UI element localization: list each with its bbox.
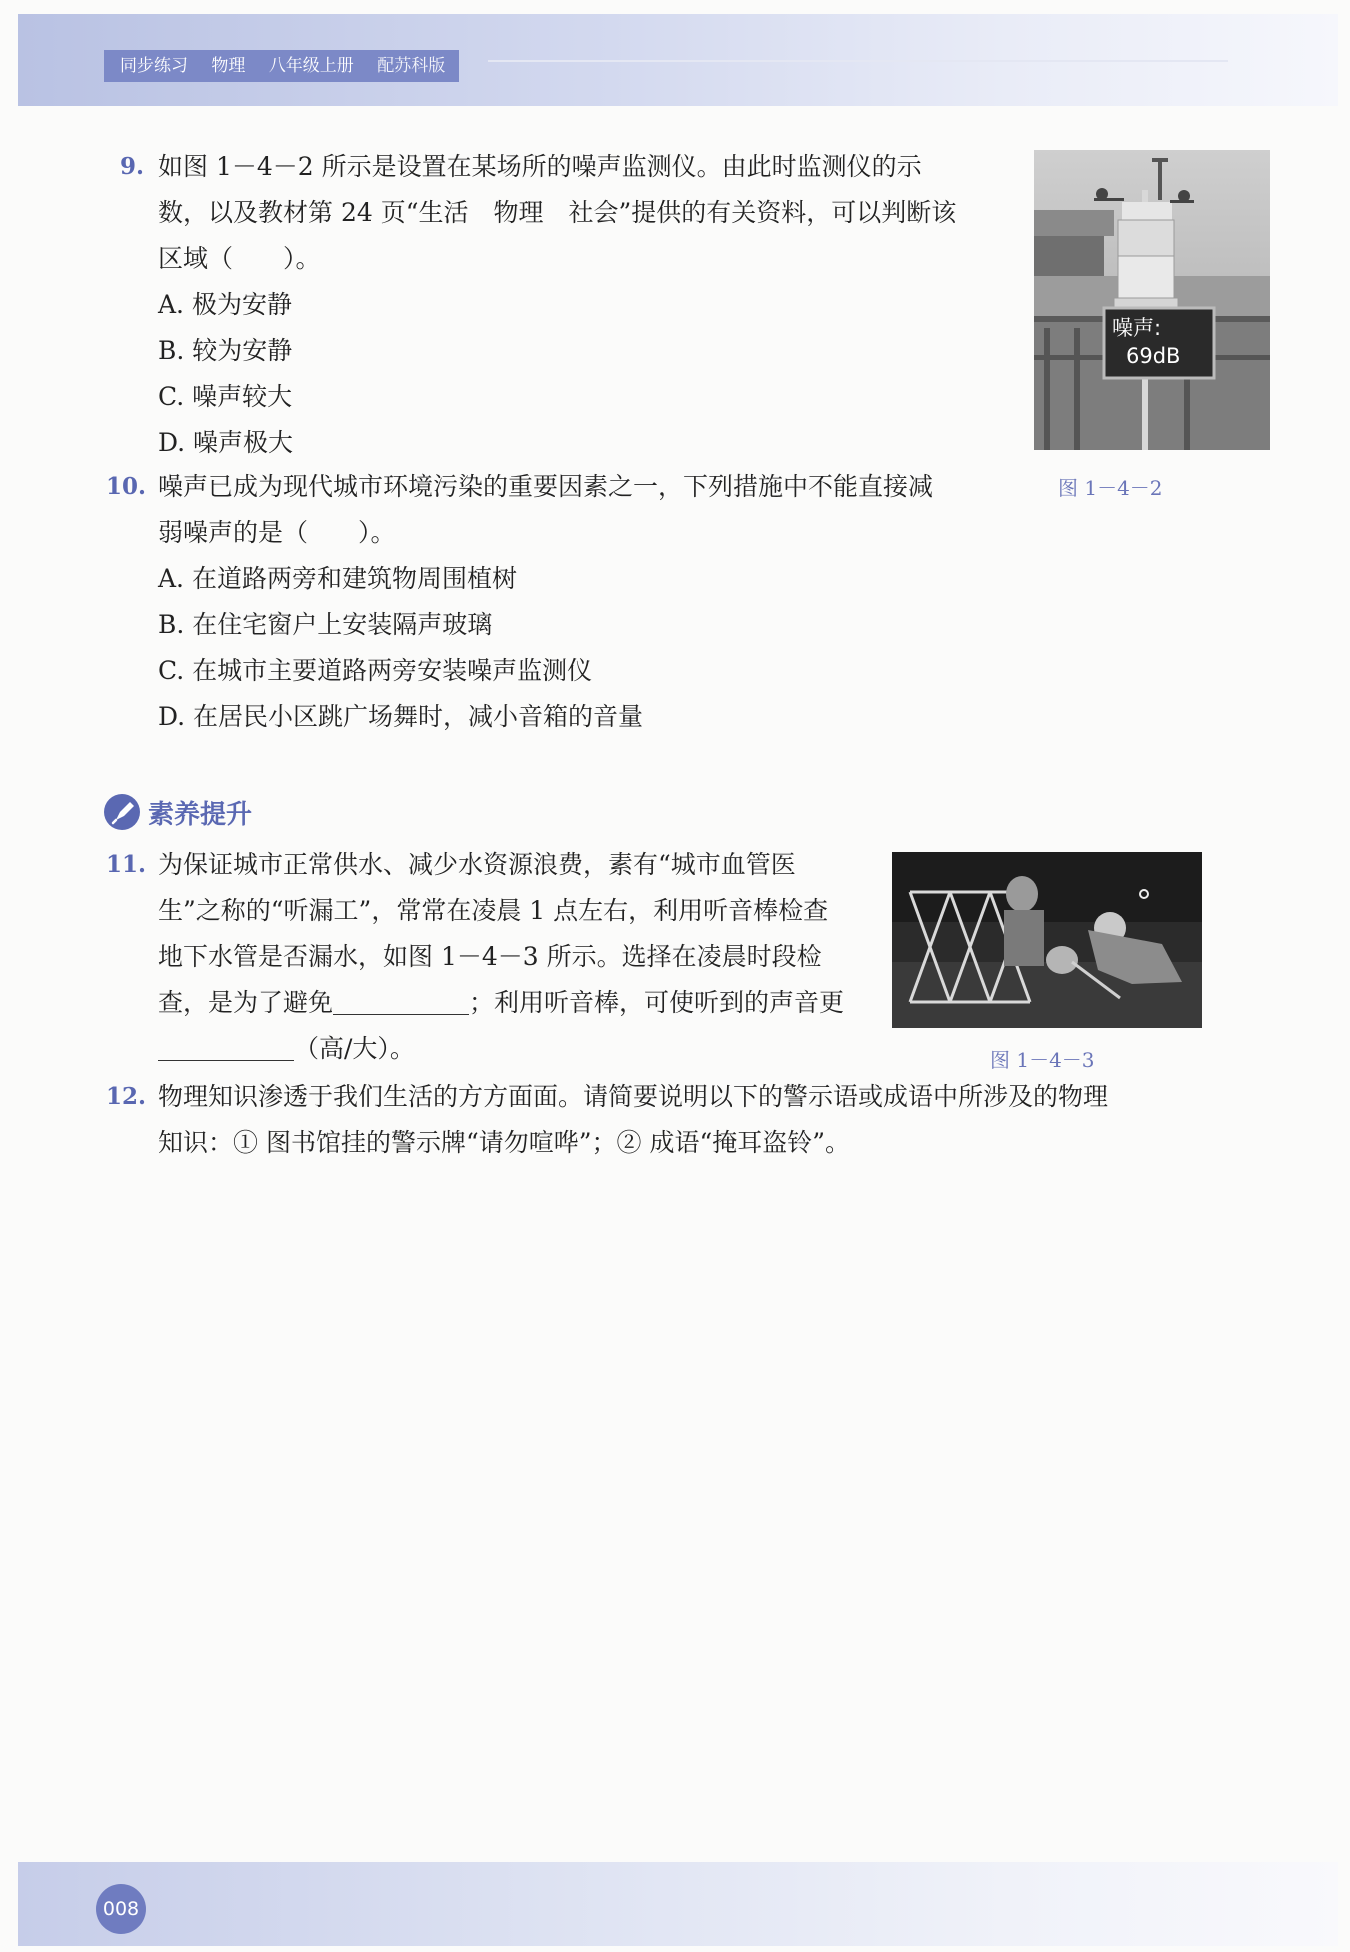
question-9-option-b: B. 较为安静 bbox=[158, 336, 293, 365]
question-9-line-3: 区域（ ）。 bbox=[158, 244, 321, 273]
question-10-option-d: D. 在居民小区跳广场舞时，减小音箱的音量 bbox=[158, 702, 644, 731]
question-10-line-1: 噪声已成为现代城市环境污染的重要因素之一，下列措施中不能直接减 bbox=[158, 472, 934, 501]
question-10-number: 10. bbox=[106, 473, 147, 500]
question-9-option-a: A. 极为安静 bbox=[158, 290, 292, 319]
header-edition: 配苏科版 bbox=[377, 56, 446, 76]
question-10-option-b: B. 在住宅窗户上安装隔声玻璃 bbox=[158, 610, 493, 639]
question-11-line-3: 地下水管是否漏水，如图 1－4－3 所示。选择在凌晨时段检 bbox=[158, 942, 822, 971]
question-10-option-a: A. 在道路两旁和建筑物周围植树 bbox=[158, 564, 517, 593]
rocket-icon bbox=[104, 794, 140, 830]
leak-listener-photo bbox=[892, 852, 1202, 1028]
header-divider bbox=[488, 60, 1228, 62]
question-11-number: 11. bbox=[106, 851, 147, 878]
answer-blank-2[interactable] bbox=[158, 1030, 294, 1061]
section-title-text: 素养提升 bbox=[148, 799, 253, 830]
question-11-line-1: 为保证城市正常供水、减少水资源浪费，素有“城市血管医 bbox=[158, 850, 796, 879]
noise-display bbox=[1112, 314, 1210, 370]
question-9-line-2: 数，以及教材第 24 页“生活 物理 社会”提供的有关资料，可以判断该 bbox=[158, 198, 957, 227]
noise-monitor-photo bbox=[1034, 150, 1270, 450]
question-11-line-2: 生”之称的“听漏工”，常常在凌晨 1 点左右，利用听音棒检查 bbox=[158, 896, 829, 925]
noise-display-value: 69dB bbox=[1126, 344, 1181, 368]
figure-caption-1-4-3: 图 1－4－3 bbox=[990, 1048, 1095, 1072]
header-grade: 八年级上册 bbox=[268, 56, 354, 76]
question-9 bbox=[158, 144, 956, 466]
question-12-line-1: 物理知识渗透于我们生活的方方面面。请简要说明以下的警示语或成语中所涉及的物理 bbox=[158, 1082, 1109, 1111]
question-9-option-c: C. 噪声较大 bbox=[158, 382, 293, 411]
question-11-line-4 bbox=[158, 980, 844, 1026]
footer-band bbox=[18, 1862, 1338, 1946]
header-series: 同步练习 bbox=[120, 56, 188, 76]
question-11-line-4-end: ；利用听音棒，可使听到的声音更 bbox=[469, 988, 845, 1017]
question-12-number: 12. bbox=[106, 1083, 147, 1110]
header-subject: 物理 bbox=[211, 56, 246, 76]
page-number: 008 bbox=[96, 1884, 146, 1934]
figure-caption-1-4-2: 图 1－4－2 bbox=[1058, 476, 1163, 500]
question-12 bbox=[158, 1074, 1108, 1166]
question-11-line-5 bbox=[158, 1026, 844, 1072]
question-9-line-1: 如图 1－4－2 所示是设置在某场所的噪声监测仪。由此时监测仪的示 bbox=[158, 152, 922, 181]
header-label bbox=[104, 50, 459, 82]
question-11-line-4-start: 查，是为了避免 bbox=[158, 988, 334, 1017]
question-12-line-2: 知识：① 图书馆挂的警示牌“请勿喧哗”；② 成语“掩耳盗铃”。 bbox=[158, 1128, 851, 1157]
noise-display-label: 噪声: bbox=[1112, 316, 1162, 340]
answer-blank-1[interactable] bbox=[333, 984, 469, 1015]
question-9-option-d: D. 噪声极大 bbox=[158, 428, 294, 457]
question-10-option-c: C. 在城市主要道路两旁安装噪声监测仪 bbox=[158, 656, 593, 685]
question-11-line-5-end: （高/大）。 bbox=[294, 1034, 415, 1063]
question-9-number: 9. bbox=[120, 153, 145, 180]
question-11 bbox=[158, 842, 844, 1072]
question-10-line-2: 弱噪声的是（ ）。 bbox=[158, 518, 396, 547]
question-10 bbox=[158, 464, 933, 740]
section-title bbox=[104, 790, 252, 834]
